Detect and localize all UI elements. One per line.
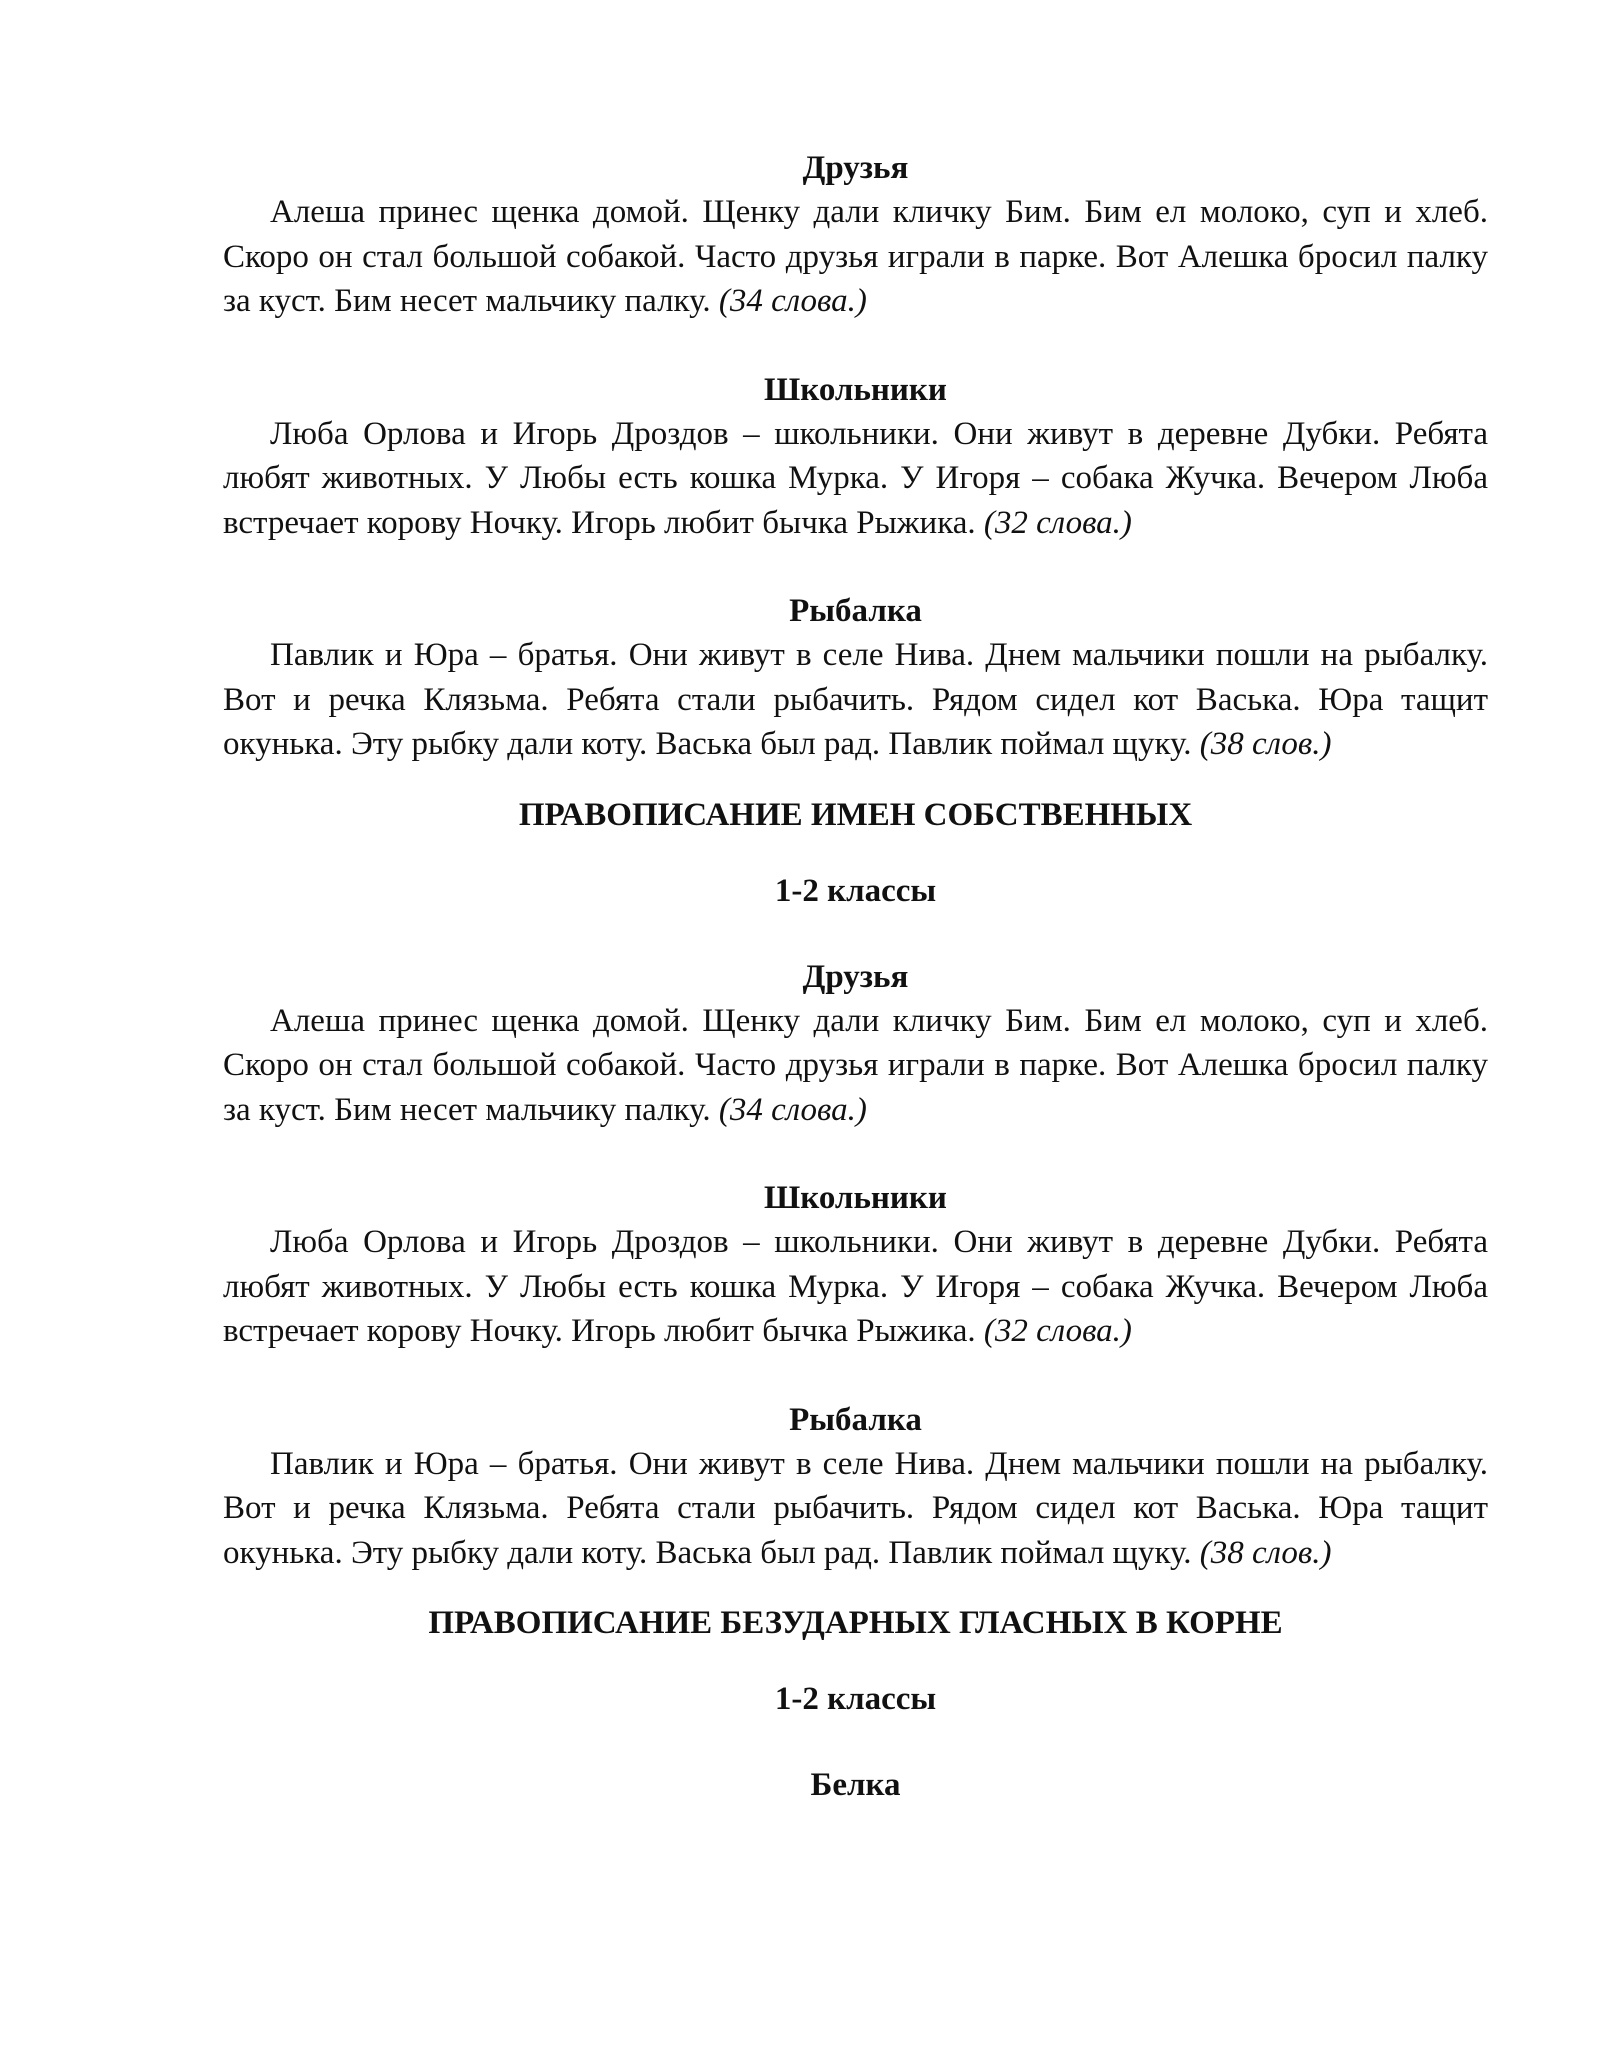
story-title: Друзья [802,150,909,186]
story-rybalka [223,1398,1488,1576]
story-text [223,190,1488,324]
story-body: Алеша принес щенка домой. Щенку дали кличку Бим. Бим ел молоко, суп и хлеб. Скоро он стал большой собакой. Часто друзья играли в парке. Вот Алешка бросил палку за куст. Бим несет мальчику палку. [223,1002,1488,1128]
section-heading: ПРАВОПИСАНИЕ ИМЕН СОБСТВЕННЫХ [518,796,1193,833]
word-count: (34 слова.) [718,1091,867,1128]
story-shkolniki [223,368,1488,546]
section-heading: ПРАВОПИСАНИЕ БЕЗУДАРНЫХ ГЛАСНЫХ В КОРНЕ [428,1605,1283,1641]
grade-label: 1-2 классы [774,872,937,909]
story-belka [223,1763,1488,1807]
word-count: (38 слов.) [1199,1534,1332,1571]
story-text [223,1220,1488,1354]
story-body: Павлик и Юра – братья. Они живут в селе Нива. Днем мальчики пошли на рыбалку. Вот и речка Клязьма. Ребята стали рыбачить. Рядом сидел кот Васька. Юра тащит окунька. Эту рыбку дали коту. Васька был рад. Павлик поймал щуку. [223,637,1488,762]
story-title: Школьники [764,1180,947,1216]
story-title: Школьники [764,371,947,408]
story-title: Рыбалка [789,1401,922,1438]
story-body: Люба Орлова и Игорь Дроздов – школьники. Они живут в деревне Дубки. Ребята любят животных. У Любы есть кошка Мурка. У Игоря – собака Жучка. Вечером Люба встречает корову Ночку. Игорь любит бычка Рыжика. [223,415,1488,541]
word-count: (32 слова.) [983,1313,1132,1349]
story-group [223,146,1488,767]
story-text [223,412,1488,546]
grade-label: 1-2 классы [774,1681,937,1717]
story-group [223,955,1488,1576]
story-rybalka [223,589,1488,767]
story-shkolniki [223,1176,1488,1354]
word-count: (38 слов.) [1199,726,1332,762]
story-title: Рыбалка [789,593,922,629]
word-count: (32 слова.) [983,504,1132,541]
story-body: Люба Орлова и Игорь Дроздов – школьники. Они живут в деревне Дубки. Ребята любят животных. У Любы есть кошка Мурка. У Игоря – собака Жучка. Вечером Люба встречает корову Ночку. Игорь любит бычка Рыжика. [223,1224,1488,1349]
story-text [223,999,1488,1133]
story-druzya [223,146,1488,324]
story-body: Павлик и Юра – братья. Они живут в селе Нива. Днем мальчики пошли на рыбалку. Вот и речка Клязьма. Ребята стали рыбачить. Рядом сидел кот Васька. Юра тащит окунька. Эту рыбку дали коту. Васька был рад. Павлик поймал щуку. [223,1445,1488,1571]
story-druzya [223,955,1488,1133]
story-text [223,1442,1488,1576]
story-body: Алеша принес щенка домой. Щенку дали кличку Бим. Бим ел молоко, суп и хлеб. Скоро он стал большой собакой. Часто друзья играли в парке. Вот Алешка бросил палку за куст. Бим несет мальчику палку. [223,194,1488,319]
story-title: Белка [810,1767,901,1803]
word-count: (34 слова.) [718,283,867,319]
story-title: Друзья [802,958,909,995]
story-text [223,633,1488,767]
